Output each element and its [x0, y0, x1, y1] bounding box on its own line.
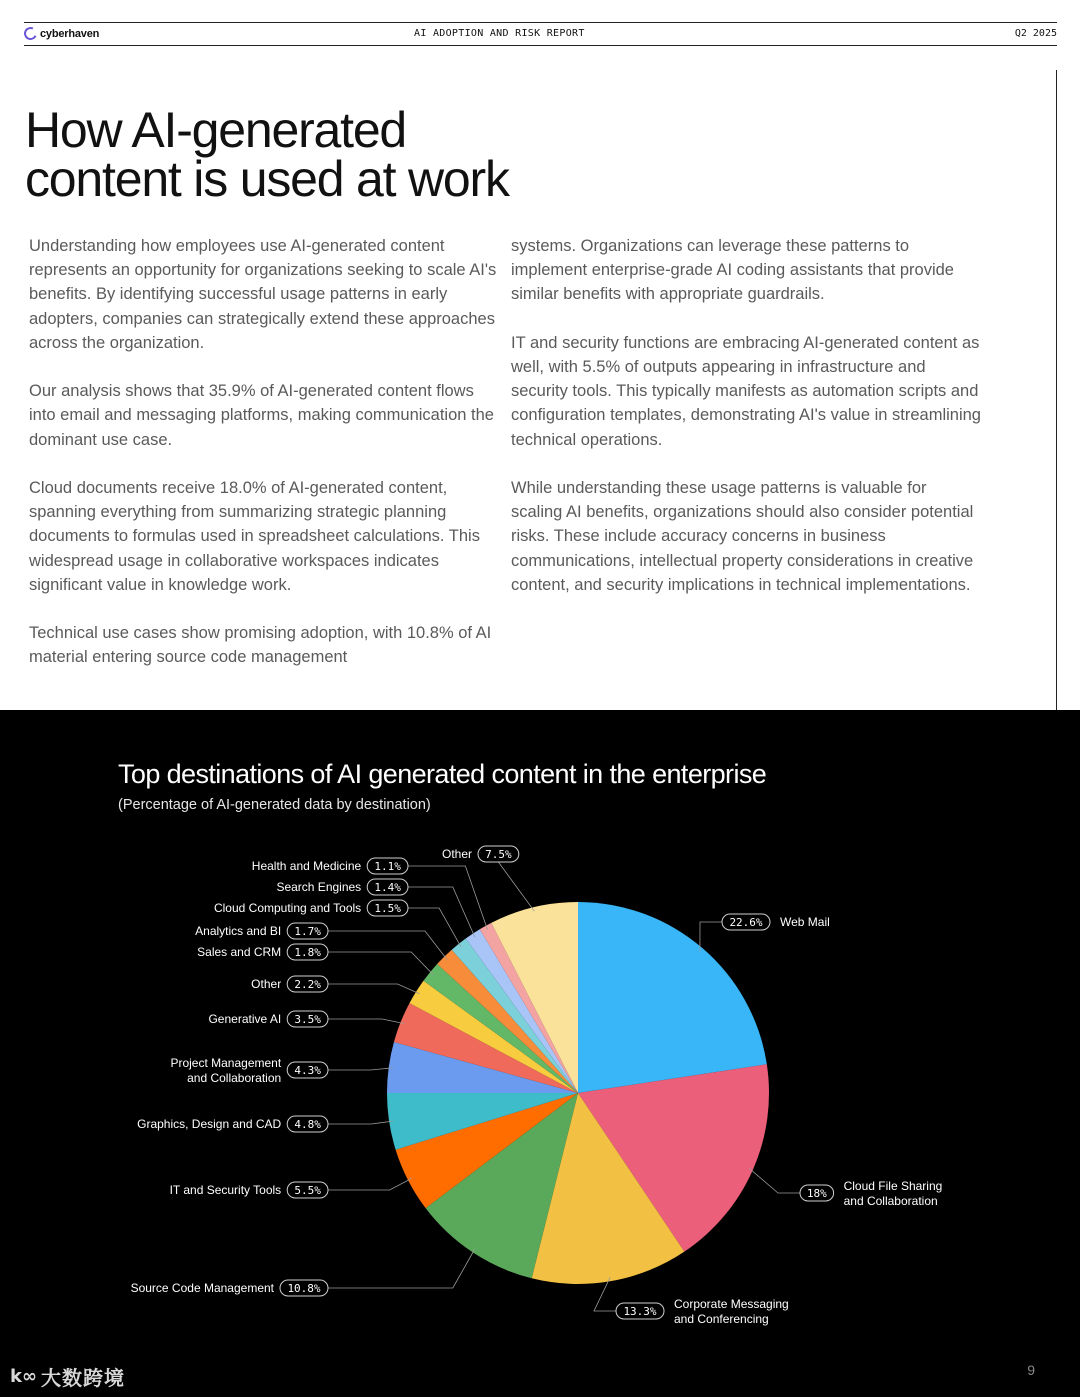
category-label: Search Engines	[276, 880, 362, 894]
category-label: Graphics, Design and CAD	[137, 1117, 282, 1131]
value-label: 5.5%	[294, 1184, 321, 1197]
category-label: Generative AI	[208, 1012, 282, 1026]
leader-line	[328, 952, 433, 975]
leader-line	[408, 908, 461, 947]
page-number: 9	[1027, 1362, 1035, 1378]
watermark-text: 大数跨境	[40, 1366, 125, 1390]
value-label: 1.5%	[374, 902, 401, 915]
leader-line	[328, 931, 447, 960]
value-label: 7.5%	[485, 848, 512, 861]
category-label: Analytics and BI	[195, 924, 282, 938]
pie-chart	[0, 710, 1080, 1397]
leader-line	[328, 1249, 475, 1288]
body-column-left	[29, 234, 499, 694]
leader-line	[328, 1019, 404, 1024]
category-label: Corporate Messaging and Conferencing	[674, 1297, 789, 1326]
category-label: IT and Security Tools	[169, 1183, 282, 1197]
leader-line	[328, 1178, 412, 1190]
value-label: 1.8%	[294, 946, 321, 959]
value-label: 4.8%	[294, 1118, 321, 1131]
chart-subtitle: (Percentage of AI-generated data by destination)	[118, 797, 431, 813]
value-label: 10.8%	[287, 1282, 321, 1295]
brand-logo	[24, 27, 99, 40]
value-label: 1.1%	[374, 860, 401, 873]
chart-section	[0, 710, 1080, 1397]
brand-logo-icon	[22, 25, 39, 42]
category-label: Cloud File Sharing and Collaboration	[843, 1179, 943, 1208]
category-label: Sales and CRM	[197, 945, 282, 959]
paragraph: Technical use cases show promising adoption, with 10.8% of AI material entering source code management	[29, 624, 492, 667]
leader-line	[328, 1121, 393, 1124]
page-title-line-1: How AI-generated	[25, 102, 407, 158]
page-title	[25, 102, 725, 207]
category-label: Source Code Management	[130, 1281, 274, 1295]
value-label: 13.3%	[623, 1305, 657, 1318]
page-title-line-2: content is used at work	[25, 151, 509, 207]
leader-line	[749, 1168, 800, 1193]
paragraph: While understanding these usage patterns is valuable for scaling AI benefits, organizations should also consider potential risks. These include accuracy concerns in business communications, intellectual property considerations in creative content, and security implications in technical implementations.	[511, 479, 974, 594]
leader-line	[328, 1068, 393, 1070]
category-label: Cloud Computing and Tools	[213, 901, 362, 915]
vertical-divider	[1056, 70, 1057, 710]
value-label: 3.5%	[294, 1013, 321, 1026]
category-label: Project Management and Collaboration	[170, 1056, 282, 1085]
category-label: Other	[441, 847, 472, 861]
watermark-logo	[10, 1362, 125, 1391]
paragraph: Our analysis shows that 35.9% of AI-generated content flows into email and messaging platforms, making communication the dominant use case.	[29, 382, 494, 449]
report-header	[24, 22, 1057, 46]
leader-line	[700, 922, 722, 951]
chart-title: Top destinations of AI generated content in the enterprise	[118, 759, 767, 789]
paragraph: systems. Organizations can leverage these patterns to implement enterprise-grade AI coding assistants that provide similar benefits with appropriate guardrails.	[511, 237, 954, 304]
brand-name: cyberhaven	[40, 27, 100, 40]
leader-line	[408, 866, 487, 929]
value-label: 2.2%	[294, 978, 321, 991]
pie-slice	[578, 902, 767, 1093]
value-label: 22.6%	[729, 916, 763, 929]
category-label: Other	[251, 977, 282, 991]
leader-line	[498, 862, 534, 911]
value-label: 18%	[806, 1187, 827, 1200]
report-quarter: Q2 2025	[1014, 28, 1057, 39]
watermark-icon: k∞	[10, 1366, 37, 1387]
body-column-right	[511, 234, 981, 621]
category-label: Health and Medicine	[251, 859, 362, 873]
report-title: AI ADOPTION AND RISK REPORT	[414, 28, 585, 39]
paragraph: Cloud documents receive 18.0% of AI-generated content, spanning everything from summarizing strategic planning documents to formulas used in spreadsheet calculations. This widespread usage in collaborative workspaces indicates significant value in knowledge work.	[29, 479, 480, 594]
leader-line	[328, 984, 420, 994]
paragraph: Understanding how employees use AI-generated content represents an opportunity for organizations seeking to scale AI's benefits. By identifying successful usage patterns in early adopters, companies can strategically extend these approaches across the organization.	[29, 237, 497, 352]
value-label: 4.3%	[294, 1064, 321, 1077]
paragraph: IT and security functions are embracing AI-generated content as well, with 5.5% of outputs appearing in infrastructure and security tools. This typically manifests as automation scripts and configuration templates, demonstrating AI's value in streamlining technical operations.	[511, 333, 981, 449]
value-label: 1.4%	[374, 881, 401, 894]
value-label: 1.7%	[294, 925, 321, 938]
category-label: Web Mail	[780, 915, 830, 929]
